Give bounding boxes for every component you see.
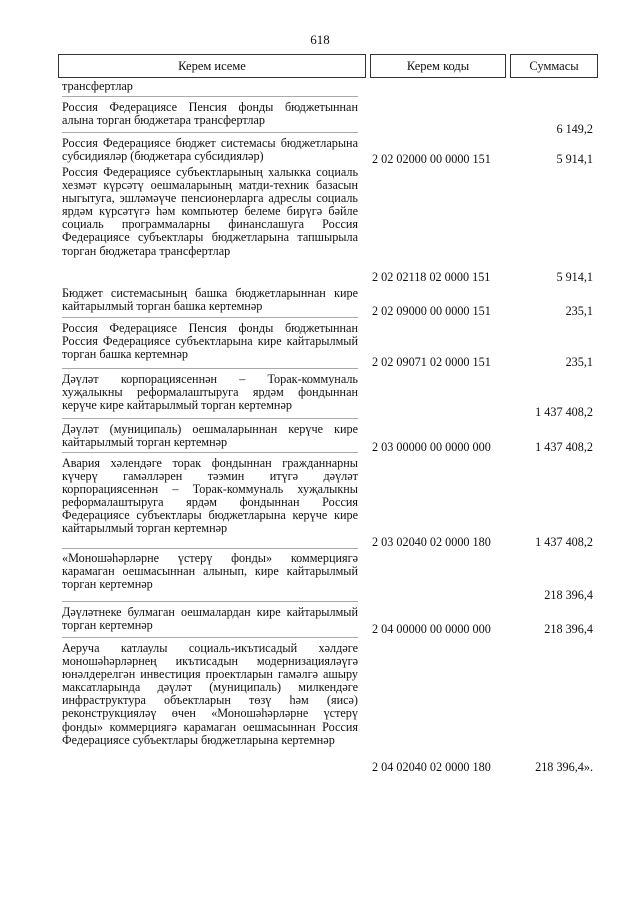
- row-name: Бюджет системасының башка бюджетларыннан кире кайтарылмый торган башка кертемнәр: [62, 286, 358, 314]
- row-code: 2 04 00000 00 0000 000: [372, 622, 491, 636]
- row-name: Авария хәлендәге торак фондыннан гражданнарны күчерү гамәлләрен тәэмин итүгә дәүләт корпорациясеннән – Торак-коммуналь хуҗалыкны реформалаштыруга ярдәм фондыннан Россия Федерациясе субъектлары бюджетларына керүче кире кайтарылмый торган кертемнәр: [62, 456, 358, 536]
- row-name: Россия Федерациясе бюджет системасы бюджетларына субсидияләр (бюджетара субсидияләр): [62, 136, 358, 164]
- row-code: 2 04 02040 02 0000 180: [372, 760, 491, 774]
- row-sum: 5 914,1: [556, 270, 593, 284]
- row-code: 2 02 09000 00 0000 151: [372, 304, 491, 318]
- row-sum: 218 396,4: [544, 622, 593, 636]
- row-divider: [62, 637, 358, 638]
- row-name: Россия Федерациясе Пенсия фонды бюджетыннан алына торган бюджетара трансфертлар: [62, 100, 358, 128]
- row-sum: 1 437 408,2: [535, 405, 593, 419]
- row-divider: [62, 548, 358, 549]
- page-number: 618: [310, 32, 330, 47]
- row-code: 2 02 02000 00 0000 151: [372, 152, 491, 166]
- row-name: Россия Федерациясе субъектларының халыкка социаль хезмәт күрсәтү оешмаларының матди-техник базасын ныгытуга, эшләмәүче пенсионерларга адреслы социаль ярдәм күрсәтүгә һәм компьютер белеме бирүгә бәйле социаль программаларны финанслашуга Россия Федерациясе субъектлары бюджетларына тапшырыла торган бюджетара трансфертлар: [62, 165, 358, 258]
- row-divider: [62, 418, 358, 419]
- row-divider: [62, 317, 358, 318]
- row-sum: 1 437 408,2: [535, 440, 593, 454]
- row-divider: [62, 452, 358, 453]
- row-sum: 218 396,4: [544, 588, 593, 602]
- row-sum: 235,1: [565, 355, 593, 369]
- row-code: 2 03 02040 02 0000 180: [372, 535, 491, 549]
- row-divider: [62, 368, 358, 369]
- row-code: 2 03 00000 00 0000 000: [372, 440, 491, 454]
- row-sum: 218 396,4».: [535, 760, 593, 774]
- header-sum-column: Суммасы: [510, 54, 598, 78]
- header-name-column: Керем исеме: [58, 54, 366, 78]
- row-sum: 235,1: [565, 304, 593, 318]
- row-divider: [62, 96, 358, 97]
- row-name: Дәүләт корпорациясеннән – Торак-коммуналь хуҗалыкны реформалаштыруга ярдәм фондыннан керүче кире кайтарылмый торган кертемнәр: [62, 372, 358, 413]
- row-sum: 1 437 408,2: [535, 535, 593, 549]
- row-name: Дәүләт (муниципаль) оешмаларыннан керүче кире кайтарылмый торган кертемнәр: [62, 422, 358, 450]
- row-code: 2 02 09071 02 0000 151: [372, 355, 491, 369]
- row-name: Дәүләтнеке булмаган оешмалардан кире кайтарылмый торган кертемнәр: [62, 605, 358, 633]
- row-name: трансфертлар: [62, 79, 133, 93]
- row-divider: [62, 601, 358, 602]
- row-code: 2 02 02118 02 0000 151: [372, 270, 491, 284]
- row-name: Россия Федерациясе Пенсия фонды бюджетыннан Россия Федерациясе субъектларына кире кайтарылмый торган башка кертемнәр: [62, 321, 358, 362]
- row-name: Аеруча катлаулы социаль-икътисадый хәлдәге моношәһәрләрнең икътисадын модернизацияләүгә юнәлдерелгән инвестиция проектларын гамәлгә ашыру максатларында дәүләт (муниципаль) милкендәге инфраструктура объектларын төзү һәм (яисә) реконструкцияләү өчен «Моношәһәрләрне үстерү фонды» коммерциягә карамаган оешмасыннан Россия Федерациясе субъектлары бюджетларына кертемнәр: [62, 641, 358, 747]
- header-code-column: Керем коды: [370, 54, 506, 78]
- row-name: «Моношәһәрләрне үстерү фонды» коммерциягә карамаган оешмасыннан алынып, кире кайтарылмый торган кертемнәр: [62, 551, 358, 592]
- row-sum: 6 149,2: [556, 122, 593, 136]
- row-divider: [62, 132, 358, 133]
- row-sum: 5 914,1: [556, 152, 593, 166]
